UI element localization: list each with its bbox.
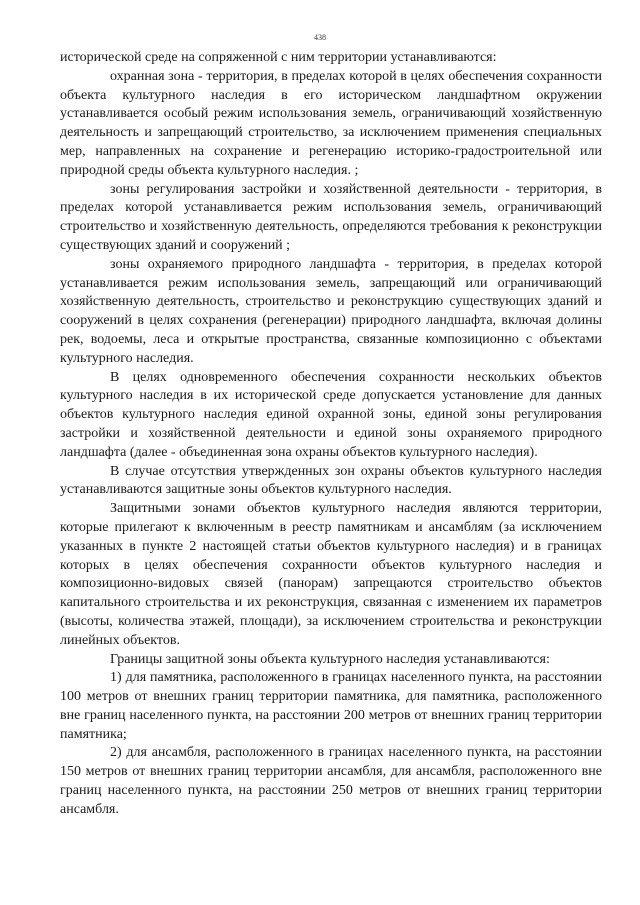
paragraph: В целях одновременного обеспечения сохранности нескольких объектов культурного наследия в их исторической среде допускается установление для данных объектов культурного наследия единой охранной зоны, единой зоны регулирования застройки и хозяйственной деятельности и единой зоны охраняемого природного ландшафта (далее - объединенная зона охраны объектов культурного наследия).	[60, 369, 602, 460]
paragraph: зоны охраняемого природного ландшафта - территория, в пределах которой устанавливается режим использования земель, запрещающий или ограничивающий хозяйственную деятельность, строительство и реконструкцию существующих зданий и сооружений в целях сохранения (регенерации) природного ландшафта, включая долины рек, водоемы, леса и открытые пространства, связанные композиционно с объектами культурного наследия.	[60, 256, 602, 366]
paragraph: Границы защитной зоны объекта культурного наследия устанавливаются:	[110, 651, 550, 667]
paragraph: исторической среде на сопряженной с ним территории устанавливаются:	[60, 50, 497, 65]
page-number: 438	[314, 33, 326, 42]
paragraph: В случае отсутствия утвержденных зон охраны объектов культурного наследия устанавливаются защитные зоны объектов культурного наследия.	[60, 463, 602, 498]
document-body	[60, 49, 602, 820]
paragraph: 2) для ансамбля, расположенного в границах населенного пункта, на расстоянии 150 метров от внешних границ территории ансамбля, для ансамбля, расположенного вне границ населенного пункта, на расстоянии 250 метров от внешних границ территории ансамбля.	[60, 745, 602, 817]
paragraph: Защитными зонами объектов культурного наследия являются территории, которые прилегают к включенным в реестр памятникам и ансамблям (за исключением указанных в пункте 2 настоящей статьи объектов культурного наследия) и в границах которых в целях обеспечения сохранности объектов культурного наследия и композиционно-видовых связей (панорам) запрещаются строительство объектов капитального строительства и их реконструкция, связанная с изменением их параметров (высоты, количества этажей, площади), за исключением строительства и реконструкции линейных объектов.	[60, 501, 602, 648]
paragraph: 1) для памятника, расположенного в границах населенного пункта, на расстоянии 100 метров от внешних границ территории памятника, для памятника, расположенного вне границ населенного пункта, на расстоянии 200 метров от внешних границ территории памятника;	[60, 670, 602, 742]
paragraph: охранная зона - территория, в пределах которой в целях обеспечения сохранности объекта культурного наследия в его историческом ландшафтном окружении устанавливается особый режим использования земель, ограничивающий хозяйственную деятельность и запрещающий строительство, за исключением применения специальных мер, направленных на сохранение и регенерацию историко-градостроительной или природной среды объекта культурного наследия. ;	[60, 68, 602, 178]
paragraph: зоны регулирования застройки и хозяйственной деятельности - территория, в пределах которой устанавливается режим использования земель, ограничивающий строительство и хозяйственную деятельность, определяются требования к реконструкции существующих зданий и сооружений ;	[60, 181, 602, 253]
